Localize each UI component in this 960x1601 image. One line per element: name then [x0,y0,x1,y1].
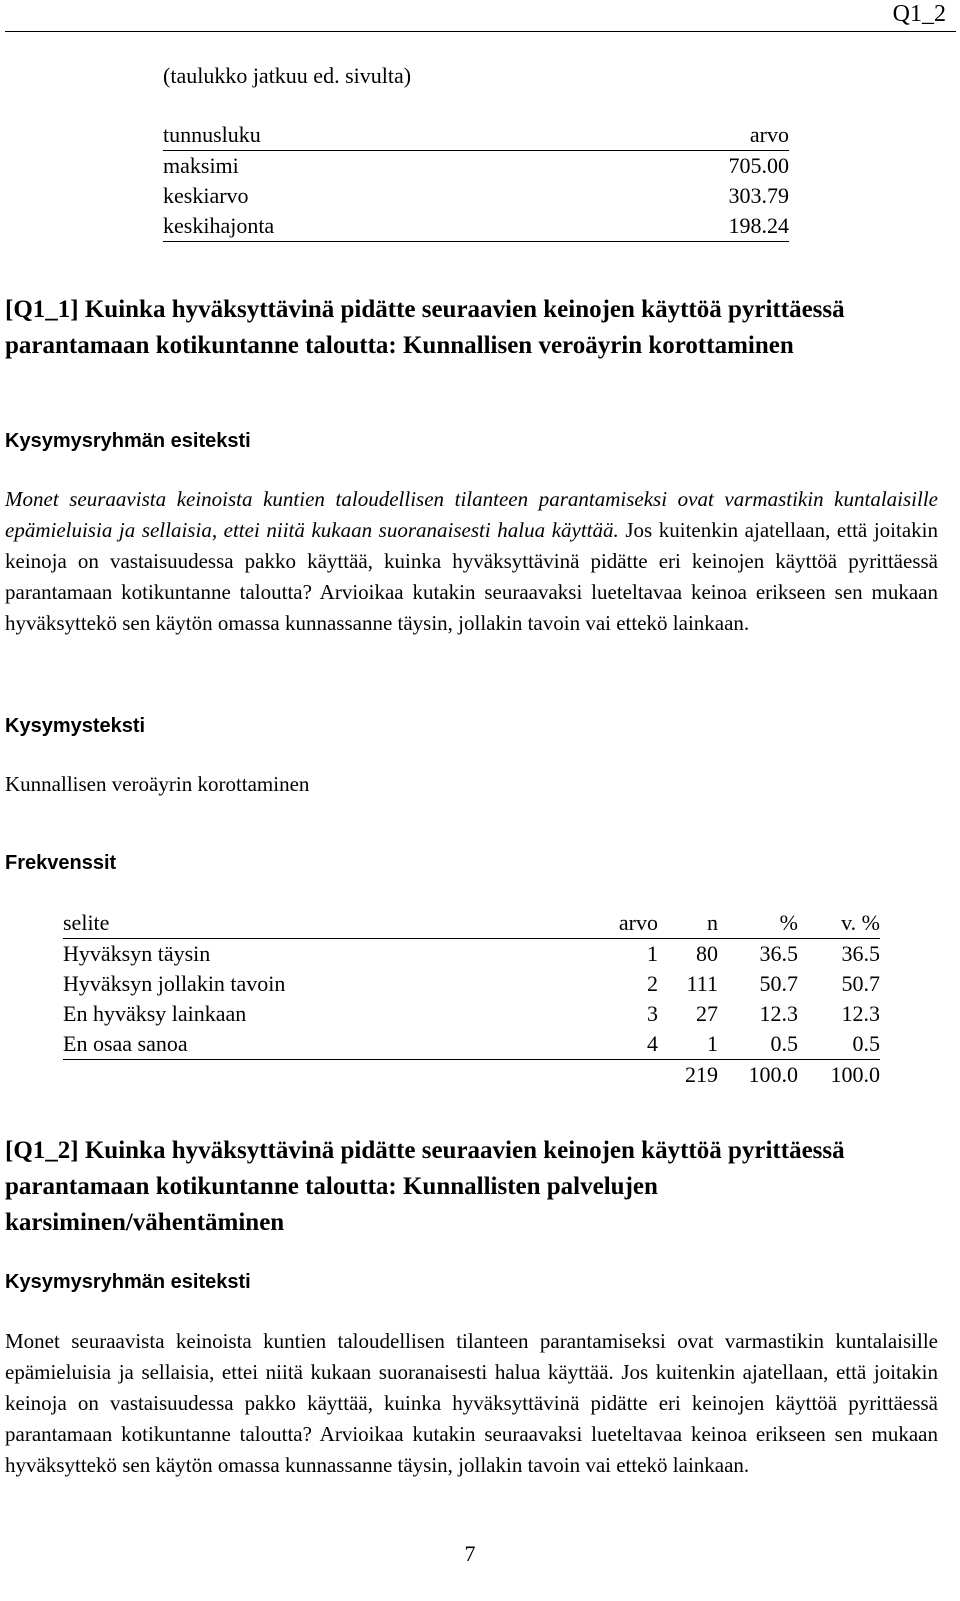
freq-cell-percent: 36.5 [759,941,798,966]
freq-col-header-n: n [707,910,718,935]
question-title-q1-2: [Q1_2] Kuinka hyväksyttävinä pidätte seuraavien keinojen käyttöä pyrittäessä parantamaan kotikuntanne taloutta: Kunnallisten palvelujen karsiminen/vähentäminen [5,1137,845,1236]
group-text-heading: Kysymysryhmän esiteksti [5,430,251,452]
freq-cell-percent: 12.3 [759,1001,798,1026]
page-header-code: Q1_2 [892,1,946,27]
freq-cell-label: Hyväksyn jollakin tavoin [63,971,286,996]
freq-cell-n: 111 [686,971,718,996]
header-rule [5,31,956,32]
stats-cell-label: keskihajonta [163,213,275,238]
table-continued-note: (taulukko jatkuu ed. sivulta) [163,63,412,88]
stats-table [163,120,789,242]
freq-total-row [63,1060,880,1091]
freq-cell-arvo: 4 [647,1031,658,1056]
group-text-paragraph [5,484,938,639]
freq-total-percent: 100.0 [748,1062,798,1087]
freq-total-arvo [583,1060,658,1091]
freq-col-header-arvo: arvo [618,910,658,935]
stats-cell-value: 198.24 [728,213,789,238]
freq-cell-label: Hyväksyn täysin [63,941,211,966]
freq-cell-percent: 50.7 [759,971,798,996]
question-title-q1-1: [Q1_1] Kuinka hyväksyttävinä pidätte seuraavien keinojen käyttöä pyrittäessä parantamaan kotikuntanne taloutta: Kunnallisen veroäyrin korottaminen [5,296,845,359]
frequency-table [63,908,880,1090]
freq-cell-arvo: 2 [647,971,658,996]
freq-cell-n: 27 [696,1001,718,1026]
freq-col-header-valid-percent: v. % [841,910,880,935]
table-row [63,969,880,999]
stats-row [163,211,789,242]
stats-cell-label: keskiarvo [163,183,249,208]
freq-header-row [63,908,880,939]
stats-row [163,151,789,182]
stats-cell-value: 705.00 [728,153,789,178]
question-text-heading: Kysymysteksti [5,715,146,737]
group-text-italic: Monet seuraavista keinoista kuntien taloudellisen tilanteen parantamiseksi ovat varmastikin kuntalaisille epämieluisia ja sellaisia, ettei niitä kukaan suoranaisesti halua käyttää. [5,487,938,542]
table-row [63,1029,880,1060]
freq-cell-percent: 0.5 [770,1031,798,1056]
freq-col-header-percent: % [779,910,798,935]
freq-col-header-selite: selite [63,910,110,935]
group-text-normal: Jos kuitenkin ajatellaan, että joitakin keinoja on vastaisuudessa pakko käyttää, kuinka hyväksyttävinä pidätte eri keinojen käyttöä pyrittäessä parantamaan kotikuntanne taloutta? Arvioikaa kutakin seuraavaksi lueteltavaa keinoa erikseen sen mukaan hyväksyttekö sen käytön omassa kunnassanne täysin, jollakin tavoin vai ettekö lainkaan. [5,518,938,635]
freq-total-valid-percent: 100.0 [830,1062,880,1087]
table-row [63,939,880,970]
stats-cell-value: 303.79 [728,183,789,208]
stats-col-header-tunnusluku: tunnusluku [163,122,261,147]
freq-cell-n: 1 [707,1031,718,1056]
page-number: 7 [464,1541,476,1566]
freq-cell-label: En osaa sanoa [63,1031,188,1056]
freq-cell-valid-percent: 50.7 [841,971,880,996]
freq-cell-valid-percent: 12.3 [841,1001,880,1026]
group-text-heading: Kysymysryhmän esiteksti [5,1271,251,1293]
question-text: Kunnallisen veroäyrin korottaminen [5,772,310,796]
freq-cell-label: En hyväksy lainkaan [63,1001,247,1026]
stats-table-header-row [163,120,789,151]
freq-cell-valid-percent: 36.5 [841,941,880,966]
freq-total-label [63,1060,583,1091]
group-text-paragraph: Monet seuraavista keinoista kuntien taloudellisen tilanteen parantamiseksi ovat varmastikin kuntalaisille epämieluisia ja sellaisia, ettei niitä kukaan suoranaisesti halua käyttää. Jos kuitenkin ajatellaan, että joitakin keinoja on vastaisuudessa pakko käyttää, kuinka hyväksyttävinä pidätte eri keinojen käyttöä pyrittäessä parantamaan kotikuntanne taloutta? Arvioikaa kutakin seuraavaksi lueteltavaa keinoa erikseen sen mukaan hyväksyttekö sen käytön omassa kunnassanne täysin, jollakin tavoin vai ettekö lainkaan. [5,1329,938,1477]
stats-cell-label: maksimi [163,153,239,178]
freq-cell-n: 80 [696,941,718,966]
frequencies-heading: Frekvenssit [5,852,117,874]
stats-row [163,181,789,211]
freq-cell-arvo: 1 [647,941,658,966]
freq-cell-arvo: 3 [647,1001,658,1026]
stats-col-header-arvo: arvo [749,122,789,147]
freq-total-n: 219 [685,1062,718,1087]
freq-cell-valid-percent: 0.5 [852,1031,880,1056]
table-row [63,999,880,1029]
